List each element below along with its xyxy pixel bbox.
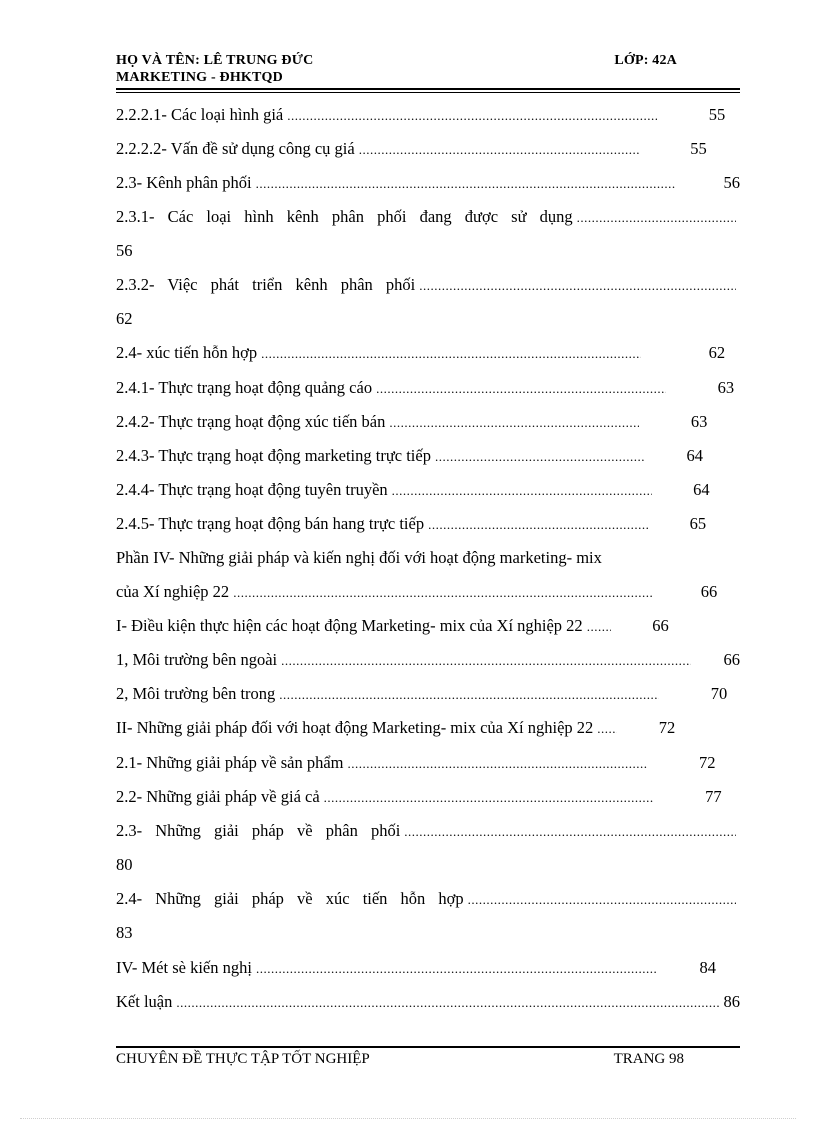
toc-entry-page: 84 xyxy=(699,958,716,977)
page-number: TRANG 98 xyxy=(613,1051,684,1067)
toc-entry-title: 2.3.1- Các loại hình kênh phân phối đang được sử dụng xyxy=(116,207,573,226)
toc-entry-page: 55 xyxy=(690,139,707,158)
toc-entry[interactable] xyxy=(116,168,740,198)
toc-entry-title: 2.4- Những giải pháp về xúc tiến hỗn hợp xyxy=(116,889,464,908)
department-label: MARKETING - ĐHKTQD xyxy=(116,70,283,85)
toc-entry-page: 72 xyxy=(658,718,676,737)
toc-leader-dots xyxy=(324,783,654,813)
toc-leader-dots xyxy=(279,680,659,710)
toc-entry-title: 2.2- Những giải pháp về giá cả xyxy=(116,787,320,806)
toc-entry[interactable] xyxy=(116,338,740,368)
toc-entry[interactable] xyxy=(116,441,740,471)
toc-entry-title: 2.4.5- Thực trạng hoạt động bán hang trực tiếp xyxy=(116,514,425,533)
toc-entry[interactable] xyxy=(116,509,740,539)
toc-leader-dots xyxy=(359,135,639,165)
toc-entry[interactable] xyxy=(116,782,740,812)
toc-entry-title: 2.2.2.1- Các loại hình giá xyxy=(116,105,284,124)
toc-entry-page: 64 xyxy=(686,446,703,465)
toc-entry-title: 2.3.2- Việc phát triển kênh phân phối xyxy=(116,275,416,294)
toc-entry-title: 2.4- xúc tiến hỗn hợp xyxy=(116,343,258,362)
toc-entry-page: 56 xyxy=(723,173,740,192)
toc-leader-dots xyxy=(404,817,736,847)
toc-entry-page: 63 xyxy=(717,378,735,397)
toc-entry-title: 2.1- Những giải pháp về sản phẩm xyxy=(116,753,344,772)
toc-entry[interactable] xyxy=(116,884,740,914)
page-header xyxy=(116,52,740,86)
toc-entry-page: 77 xyxy=(705,787,722,806)
toc-entry[interactable] xyxy=(116,475,740,505)
toc-entry[interactable] xyxy=(116,134,740,164)
class-label: LỚP: 42A xyxy=(614,53,677,68)
toc-entry-title: 1, Môi trường bên ngoài xyxy=(116,650,278,669)
header-rule-thick xyxy=(116,88,740,90)
toc-leader-dots xyxy=(376,374,666,404)
toc-leader-dots xyxy=(419,271,736,301)
toc-entry[interactable] xyxy=(116,202,740,232)
page-edge-dotted-line xyxy=(20,1118,796,1119)
toc-leader-dots xyxy=(392,476,652,506)
toc-entry-page: 64 xyxy=(693,480,710,499)
toc-leader-dots xyxy=(176,988,719,1018)
toc-entry[interactable] xyxy=(116,987,740,1017)
toc-entry-page: 66 xyxy=(652,616,669,635)
toc-entry[interactable] xyxy=(116,953,740,983)
toc-entry[interactable] xyxy=(116,816,740,846)
toc-entry-title: I- Điều kiện thực hiện các hoạt động Marketing- mix của Xí nghiệp 22 xyxy=(116,616,583,635)
toc-entry[interactable] xyxy=(116,679,740,709)
toc-entry[interactable] xyxy=(116,713,740,743)
toc-entry-page: 70 xyxy=(710,684,728,703)
footer-rule xyxy=(116,1046,740,1048)
header-rule-thin xyxy=(116,92,740,93)
toc-entry[interactable] xyxy=(116,373,740,403)
toc-entry-title: 2.4.3- Thực trạng hoạt động marketing trực tiếp xyxy=(116,446,431,465)
toc-entry-page: 66 xyxy=(700,582,718,601)
toc-leader-dots xyxy=(233,578,653,608)
toc-leader-dots xyxy=(287,101,657,131)
toc-entry-title: IV- Mét sè kiến nghị xyxy=(116,958,252,977)
toc-leader-dots xyxy=(256,954,656,984)
toc-entry-page-wrapped: 62 xyxy=(116,309,133,328)
footer-title: CHUYÊN ĐỀ THỰC TẬP TỐT NGHIỆP xyxy=(116,1051,370,1067)
toc-entry-title: 2.3- Những giải pháp về phân phối xyxy=(116,821,401,840)
toc-entry[interactable] xyxy=(116,577,730,607)
toc-entry-title: 2.4.4- Thực trạng hoạt động tuyên truyền xyxy=(116,480,388,499)
toc-entry-page: 86 xyxy=(723,992,740,1011)
toc-entry-title: 2.4.1- Thực trạng hoạt động quảng cáo xyxy=(116,378,373,397)
toc-entry-title: 2.3- Kênh phân phối xyxy=(116,173,252,192)
toc-entry-page: 55 xyxy=(708,105,726,124)
toc-leader-dots xyxy=(261,339,641,369)
toc-entry-title: 2.2.2.2- Vấn đề sử dụng công cụ giá xyxy=(116,139,355,158)
toc-entry-page-wrapped: 56 xyxy=(116,241,133,260)
toc-entry-page: 66 xyxy=(723,650,740,669)
toc-entry-title: 2, Môi trường bên trong xyxy=(116,684,276,703)
toc-entry-title: II- Những giải pháp đối với hoạt động Marketing- mix của Xí nghiệp 22 xyxy=(116,718,594,737)
toc-leader-dots xyxy=(348,749,648,779)
toc-entry-page: 63 xyxy=(690,412,708,431)
toc-leader-dots xyxy=(281,646,691,676)
toc-entry-page-wrapped: 80 xyxy=(116,855,133,874)
toc-entry[interactable] xyxy=(116,270,740,300)
toc-leader-dots xyxy=(597,714,617,744)
toc-leader-dots xyxy=(577,203,736,233)
toc-entry[interactable] xyxy=(116,645,740,675)
toc-entry-page-wrapped: 83 xyxy=(116,923,133,942)
toc-entry-title: Kết luận xyxy=(116,992,173,1011)
toc-entry[interactable] xyxy=(116,100,740,130)
toc-entry-title: 2.4.2- Thực trạng hoạt động xúc tiến bán xyxy=(116,412,386,431)
toc-entry-title[interactable]: Phần IV- Những giải pháp và kiến nghị đối với hoạt động marketing- mix xyxy=(116,548,602,567)
toc-entry-title-continued: của Xí nghiệp 22 xyxy=(116,582,230,601)
toc-entry-page: 65 xyxy=(689,514,707,533)
author-name: HỌ VÀ TÊN: LÊ TRUNG ĐỨC xyxy=(116,53,314,68)
toc-entry[interactable] xyxy=(116,611,740,641)
toc-leader-dots xyxy=(468,885,736,915)
toc-entry[interactable] xyxy=(116,407,740,437)
toc-leader-dots xyxy=(435,442,645,472)
toc-leader-dots xyxy=(587,612,611,642)
toc-leader-dots xyxy=(428,510,648,540)
toc-entry[interactable] xyxy=(116,748,740,778)
toc-entry-page: 62 xyxy=(708,343,726,362)
toc-entry-page: 72 xyxy=(699,753,716,772)
page-footer xyxy=(116,1051,740,1068)
toc-leader-dots xyxy=(256,169,676,199)
toc-leader-dots xyxy=(389,408,639,438)
